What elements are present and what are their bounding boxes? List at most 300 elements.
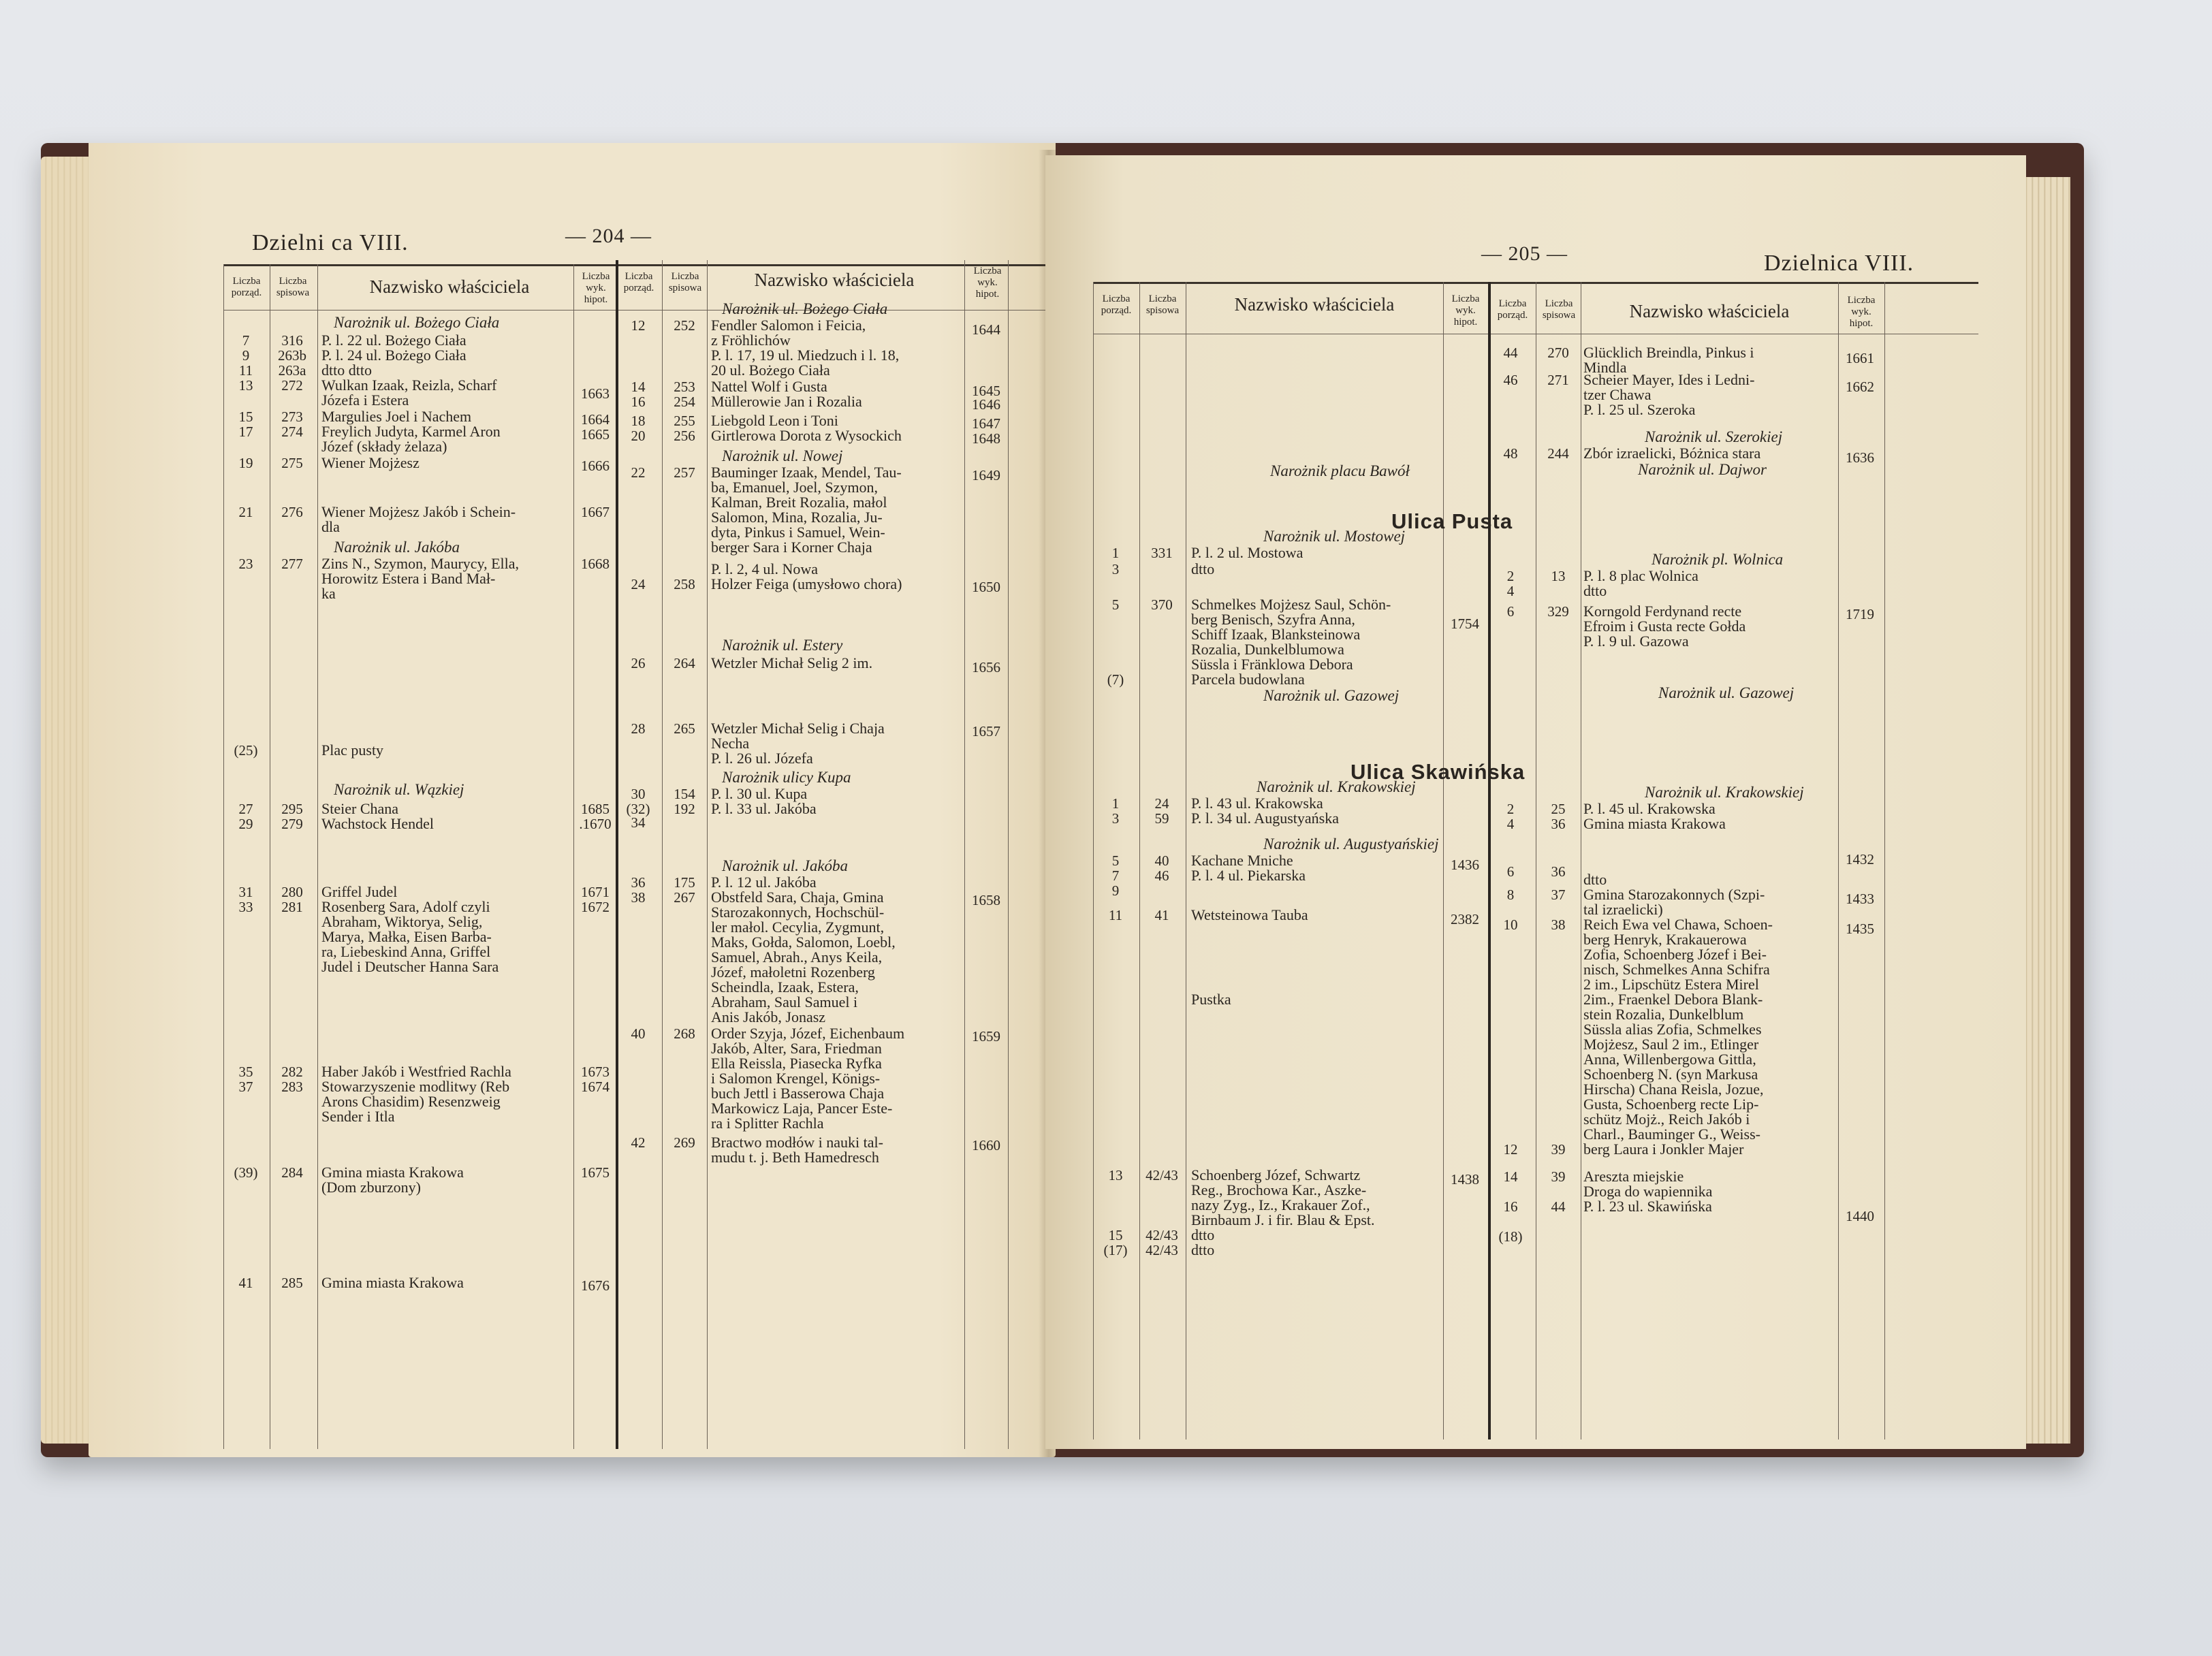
entry-number: 23	[238, 556, 253, 572]
mortgage-number: 1644	[972, 321, 1000, 338]
census-number: 44	[1551, 1198, 1566, 1215]
owner-name: Zins N., Szymon, Maurycy, Ella,	[321, 555, 520, 572]
owner-name: berger Sara i Korner Chaja	[711, 539, 872, 556]
right-vrule	[1093, 282, 1094, 1439]
owner-name: P. l. 23 ul. Skawińska	[1583, 1198, 1712, 1215]
owner-name: Süssla i Fränklowa Debora	[1191, 656, 1353, 673]
right-page	[1045, 155, 2026, 1449]
census-number: 274	[281, 424, 303, 440]
owner-name: Birnbaum J. i fir. Blau & Epst.	[1191, 1211, 1375, 1228]
entry-number: 40	[631, 1025, 646, 1042]
owner-name: Marya, Małka, Eisen Barba-	[321, 928, 492, 945]
census-number: 272	[281, 377, 303, 394]
owner-name: Bauminger Izaak, Mendel, Tau-	[711, 464, 902, 481]
entry-number: 9	[242, 347, 250, 364]
owner-name: Hirscha) Chana Reisla, Jozue,	[1583, 1081, 1764, 1098]
corner-heading: Narożnik ulicy Kupa	[722, 769, 851, 786]
mortgage-number: 1659	[972, 1028, 1000, 1045]
street-heading-pusta: Ulica Pusta	[1391, 509, 1513, 533]
left-col-hipot-head: Liczba wyk. hipot.	[582, 271, 610, 305]
owner-name: dla	[321, 518, 340, 535]
owner-name: i Salomon Krengel, Königs-	[711, 1070, 881, 1087]
entry-number: 7	[242, 332, 250, 349]
corner-heading: Narożnik ul. Krakowskiej	[1645, 784, 1804, 801]
census-number: 295	[281, 801, 303, 817]
census-number: 255	[674, 413, 695, 429]
mortgage-number: 1432	[1846, 851, 1874, 867]
right-vrule	[1838, 282, 1839, 1439]
owner-name: Necha	[711, 735, 750, 752]
corner-heading: Narożnik ul. Nowej	[722, 447, 843, 464]
mortgage-number: 1440	[1846, 1208, 1874, 1224]
owner-name: Stowarzyszenie modlitwy (Reb	[321, 1078, 510, 1095]
census-number: 36	[1551, 816, 1566, 832]
mortgage-number: 1685	[581, 801, 610, 817]
owner-name: P. l. 2, 4 ul. Nowa	[711, 560, 819, 577]
owner-name: Rozalia, Dunkelblumowa	[1191, 641, 1344, 658]
owner-name: mudu t. j. Beth Hamedresch	[711, 1149, 879, 1166]
corner-heading: Narożnik ul. Dajwor	[1638, 461, 1767, 478]
entry-number: 5	[1111, 596, 1120, 613]
owner-name: Gmina miasta Krakowa	[321, 1274, 464, 1291]
census-number: 39	[1551, 1141, 1566, 1158]
owner-name: Ella Reissla, Piasecka Ryfka	[711, 1055, 882, 1072]
entry-number: 3	[1111, 561, 1120, 577]
corner-heading: Narożnik ul. Wązkiej	[334, 781, 464, 798]
owner-name: Wachstock Hendel	[321, 815, 434, 832]
owner-name: Griffel Judel	[321, 883, 398, 900]
right-col2-spisowa-head: Liczba spisowa	[1542, 298, 1576, 321]
owner-name: Rosenberg Sara, Adolf czyli	[321, 898, 490, 915]
owner-name: dyta, Pinkus i Samuel, Wein-	[711, 524, 885, 541]
owner-name: Wetsteinowa Tauba	[1191, 906, 1308, 923]
owner-name: Zofia, Schoenberg Józef i Bei-	[1583, 946, 1767, 963]
owner-name: Efroim i Gusta recte Gołda	[1583, 618, 1746, 635]
entry-number: 41	[238, 1275, 253, 1291]
owner-name: Droga do wapiennika	[1583, 1183, 1713, 1200]
owner-name: Mindla	[1583, 359, 1627, 376]
owner-name: Korngold Ferdynand recte	[1583, 603, 1742, 620]
left-vrule	[317, 264, 318, 1449]
census-number: 244	[1547, 445, 1569, 462]
owner-name: nazy Zyg., Iz., Krakauer Zof.,	[1191, 1196, 1370, 1213]
entry-number: 37	[238, 1079, 253, 1095]
census-number: 269	[674, 1134, 695, 1151]
corner-heading: Narożnik pl. Wolnica	[1652, 551, 1784, 568]
owner-name: Wiener Mojżesz Jakób i Schein-	[321, 503, 516, 520]
mortgage-number: 1672	[581, 899, 610, 915]
mortgage-number: 1650	[972, 579, 1000, 595]
entry-number: (17)	[1103, 1242, 1128, 1258]
mortgage-number: 1674	[581, 1079, 610, 1095]
mortgage-number: 1671	[581, 884, 610, 900]
census-number: 263b	[278, 347, 306, 364]
owner-name: Girtlerowa Dorota z Wysockich	[711, 427, 902, 444]
census-number: 284	[281, 1164, 303, 1181]
owner-name: Kachane Mniche	[1191, 852, 1293, 869]
owner-name: 2im., Fraenkel Debora Blank-	[1583, 991, 1763, 1008]
entry-number: 11	[1108, 907, 1123, 923]
census-number: 256	[674, 428, 695, 444]
owner-name: Józef (składy żelaza)	[321, 438, 447, 455]
right-col2-porzad-head: Liczba porząd.	[1497, 298, 1528, 321]
left-col2-spisowa-head: Liczba spisowa	[668, 271, 702, 293]
owner-name: P. l. 26 ul. Józefa	[711, 750, 813, 767]
owner-name: Gmina Starozakonnych (Szpi-	[1583, 886, 1765, 903]
left-page	[89, 143, 1056, 1457]
left-col2-owner-head: Nazwisko właściciela	[754, 270, 915, 290]
census-number: 192	[674, 801, 695, 817]
owner-name: Abraham, Saul Samuel i	[711, 993, 858, 1010]
owner-name: Anna, Willenbergowa Gittla,	[1583, 1051, 1756, 1068]
owner-name: 20 ul. Bożego Ciała	[711, 362, 830, 379]
entry-number: 14	[631, 379, 646, 395]
owner-name: berg Henryk, Krakauerowa	[1583, 931, 1747, 948]
owner-name: Wiener Mojżesz	[321, 454, 420, 471]
owner-name: P. l. 43 ul. Krakowska	[1191, 795, 1323, 812]
owner-name: Reg., Brochowa Kar., Aszke-	[1191, 1181, 1367, 1198]
census-number: 370	[1151, 596, 1173, 613]
owner-name: dtto	[1583, 582, 1607, 599]
owner-name: Mojżesz, Saul 2 im., Etlinger	[1583, 1036, 1759, 1053]
left-vrule	[1008, 260, 1009, 1449]
left-vrule	[573, 264, 574, 1449]
census-number: 281	[281, 899, 303, 915]
owner-name: dtto	[1191, 1226, 1215, 1243]
census-number: 258	[674, 576, 695, 592]
owner-name: ra, Liebeskind Anna, Griffel	[321, 943, 491, 960]
owner-name: Jakób, Alter, Sara, Friedman	[711, 1040, 882, 1057]
right-col-owner-head: Nazwisko właściciela	[1234, 294, 1395, 315]
corner-heading: Narożnik ul. Augustyańskiej	[1263, 835, 1439, 853]
entry-number: 7	[1111, 867, 1120, 884]
entry-number: 6	[1506, 603, 1515, 620]
entry-number: 4	[1506, 816, 1515, 832]
owner-name: Józef, małoletni Rozenberg	[711, 964, 875, 981]
corner-heading: Narożnik placu Bawół	[1270, 462, 1410, 479]
owner-name: (Dom zburzony)	[321, 1179, 422, 1196]
owner-name: Freylich Judyta, Karmel Aron	[321, 423, 501, 440]
census-number: 38	[1551, 917, 1566, 933]
owner-name: Markowicz Laja, Pancer Este-	[711, 1100, 893, 1117]
census-number: 254	[674, 394, 695, 410]
owner-name: Wetzler Michał Selig i Chaja	[711, 720, 885, 737]
owner-name: ba, Emanuel, Joel, Szymon,	[711, 479, 879, 496]
owner-name: Obstfeld Sara, Chaja, Gmina	[711, 889, 884, 906]
entry-number: 10	[1503, 917, 1518, 933]
right-col-spisowa-head: Liczba spisowa	[1146, 293, 1180, 316]
corner-heading: Narożnik ul. Bożego Ciała	[722, 300, 888, 317]
owner-name: P. l. 9 ul. Gazowa	[1583, 633, 1689, 650]
census-number: 175	[674, 874, 695, 891]
owner-name: P. l. 12 ul. Jakóba	[711, 874, 817, 891]
census-number: 13	[1551, 568, 1566, 584]
mortgage-number: 2382	[1451, 911, 1479, 927]
mortgage-number: 1663	[581, 385, 610, 402]
right-running-head: Dzielnica VIII.	[1764, 251, 1914, 276]
entry-number: 38	[631, 889, 646, 906]
owner-name: dtto dtto	[321, 362, 372, 379]
census-number: 282	[281, 1064, 303, 1080]
owner-name: Haber Jakób i Westfried Rachla	[321, 1063, 511, 1080]
owner-name: Gmina miasta Krakowa	[321, 1164, 464, 1181]
owner-name: Glücklich Breindla, Pinkus i	[1583, 344, 1754, 361]
census-number: 329	[1547, 603, 1569, 620]
entry-number: (39)	[234, 1164, 258, 1181]
census-number: 271	[1547, 372, 1569, 388]
right-vrule	[1443, 282, 1444, 1439]
entry-number: 2	[1506, 568, 1515, 584]
census-number: 265	[674, 720, 695, 737]
corner-heading: Narożnik ul. Gazowej	[1263, 687, 1400, 704]
owner-name: Parcela budowlana	[1191, 671, 1305, 688]
entry-number: 44	[1503, 345, 1518, 361]
left-table-top-rule	[223, 264, 1088, 266]
owner-name: P. l. 17, 19 ul. Miedzuch i l. 18,	[711, 347, 900, 364]
census-number: 275	[281, 455, 303, 471]
corner-heading: Narożnik ul. Jakóba	[722, 857, 849, 874]
entry-number: 46	[1503, 372, 1518, 388]
entry-number: 13	[238, 377, 253, 394]
entry-number: 42	[631, 1134, 646, 1151]
corner-heading: Narożnik ul. Jakóba	[334, 539, 460, 556]
owner-name: berg Benisch, Szyfra Anna,	[1191, 611, 1355, 628]
owner-name: dtto	[1191, 1241, 1215, 1258]
mortgage-number: 1668	[581, 556, 610, 572]
right-vrule	[1884, 282, 1885, 1439]
entry-number: 13	[1108, 1167, 1123, 1183]
entry-number: 2	[1506, 801, 1515, 817]
owner-name: Schmelkes Mojżesz Saul, Schön-	[1191, 596, 1391, 613]
owner-name: Schoenberg Józef, Schwartz	[1191, 1166, 1361, 1183]
census-number: 46	[1154, 867, 1169, 884]
mortgage-number: 1666	[581, 458, 610, 474]
owner-name: Plac pusty	[321, 742, 384, 759]
census-number: 264	[674, 655, 695, 671]
mortgage-number: 1657	[972, 723, 1000, 739]
owner-name: Anis Jakób, Jonasz	[711, 1008, 826, 1025]
owner-name: Charl., Bauminger G., Weiss-	[1583, 1126, 1760, 1143]
right-col2-hipot-head: Liczba wyk. hipot.	[1847, 295, 1876, 329]
left-vrule	[662, 260, 663, 1449]
owner-name: P. l. 34 ul. Augustyańska	[1191, 810, 1339, 827]
owner-name: Schoenberg N. (syn Markusa	[1583, 1066, 1758, 1083]
mortgage-number: 1662	[1846, 379, 1874, 395]
owner-name: Holzer Feiga (umysłowo chora)	[711, 575, 902, 592]
owner-name: Scheindla, Izaak, Estera,	[711, 978, 859, 996]
corner-heading: Narożnik ul. Bożego Ciała	[334, 314, 500, 331]
census-number: 270	[1547, 345, 1569, 361]
left-vrule	[964, 260, 965, 1449]
owner-name: Reich Ewa vel Chawa, Schoen-	[1583, 916, 1773, 933]
census-number: 279	[281, 816, 303, 832]
entry-number: 21	[238, 504, 253, 520]
census-number: 267	[674, 889, 695, 906]
mortgage-number: 1438	[1451, 1171, 1479, 1188]
corner-heading: Narożnik ul. Krakowskiej	[1257, 778, 1416, 795]
entry-number: 4	[1506, 583, 1515, 599]
right-vrule	[1139, 282, 1140, 1439]
mortgage-number: .1670	[579, 816, 612, 832]
owner-name: ka	[321, 585, 336, 602]
owner-name: Gusta, Schoenberg recte Lip-	[1583, 1096, 1759, 1113]
mortgage-number: 1673	[581, 1064, 610, 1080]
entry-number: 16	[1503, 1198, 1518, 1215]
owner-name: Salomon, Mina, Rozalia, Ju-	[711, 509, 883, 526]
census-number: 42/43	[1146, 1227, 1178, 1243]
mortgage-number: 1656	[972, 659, 1000, 675]
entry-number: 3	[1111, 810, 1120, 827]
left-col-owner-head: Nazwisko właściciela	[369, 276, 530, 297]
owner-name: Order Szyja, Józef, Eichenbaum	[711, 1025, 905, 1042]
owner-name: Areszta miejskie	[1583, 1168, 1684, 1185]
owner-name: Arons Chasidim) Resenzweig	[321, 1093, 501, 1110]
census-number: 277	[281, 556, 303, 572]
entry-number: 36	[631, 874, 646, 891]
census-number: 37	[1551, 887, 1566, 903]
owner-name: Gmina miasta Krakowa	[1583, 815, 1726, 832]
census-number: 42/43	[1146, 1242, 1178, 1258]
left-vrule	[223, 264, 224, 1449]
entry-number: 1	[1111, 545, 1120, 561]
mortgage-number: 1658	[972, 892, 1000, 908]
mortgage-number: 1636	[1846, 449, 1874, 466]
census-number: 41	[1154, 907, 1169, 923]
entry-number: 14	[1503, 1168, 1518, 1185]
owner-name: P. l. 33 ul. Jakóba	[711, 800, 817, 817]
owner-name: P. l. 8 plac Wolnica	[1583, 567, 1698, 584]
entry-number: 6	[1506, 863, 1515, 880]
entry-number: 28	[631, 720, 646, 737]
owner-name: schütz Mojż., Reich Jakób i	[1583, 1111, 1750, 1128]
owner-name: Süssla alias Zofia, Schmelkes	[1583, 1021, 1762, 1038]
entry-number: 15	[1108, 1227, 1123, 1243]
owner-name: Nattel Wolf i Gusta	[711, 378, 827, 395]
mortgage-number: 1664	[581, 411, 610, 428]
right-page-number: — 205 —	[1481, 242, 1568, 265]
owner-name: dtto	[1583, 871, 1607, 888]
census-number: 42/43	[1146, 1167, 1178, 1183]
owner-name: 2 im., Lipschütz Estera Mirel	[1583, 976, 1759, 993]
street-heading-skawinska: Ulica Skawińska	[1350, 760, 1526, 784]
owner-name: P. l. 22 ul. Bożego Ciała	[321, 332, 467, 349]
census-number: 280	[281, 884, 303, 900]
entry-number: 11	[238, 362, 253, 379]
mortgage-number: 1647	[972, 415, 1000, 432]
owner-name: Wetzler Michał Selig 2 im.	[711, 654, 873, 671]
entry-number: 48	[1503, 445, 1518, 462]
left-col2-porzad-head: Liczba porząd.	[623, 271, 654, 293]
mortgage-number: 1754	[1451, 616, 1479, 632]
entry-number: 30	[631, 786, 646, 802]
entry-number: 24	[631, 576, 646, 592]
owner-name: Bractwo modłów i nauki tal-	[711, 1134, 883, 1151]
census-number: 263a	[278, 362, 306, 379]
owner-name: Zbór izraelicki, Bóżnica stara	[1583, 445, 1761, 462]
owner-name: Fendler Salomon i Feicia,	[711, 317, 866, 334]
owner-name: z Fröhlichów	[711, 332, 791, 349]
owner-name: P. l. 2 ul. Mostowa	[1191, 544, 1304, 561]
entry-number: 26	[631, 655, 646, 671]
mortgage-number: 1436	[1451, 857, 1479, 873]
entry-number: 12	[631, 317, 646, 334]
owner-name: Pustka	[1191, 991, 1231, 1008]
mortgage-number: 1646	[972, 396, 1000, 413]
census-number: 257	[674, 464, 695, 481]
owner-name: Józefa i Estera	[321, 392, 409, 409]
owner-name: Liebgold Leon i Toni	[711, 412, 838, 429]
entry-number: 5	[1111, 853, 1120, 869]
mortgage-number: 1675	[581, 1164, 610, 1181]
census-number: 59	[1154, 810, 1169, 827]
owner-name: ra i Splitter Rachla	[711, 1115, 824, 1132]
owner-name: tal izraelicki)	[1583, 901, 1663, 918]
left-running-head: Dzielni ca VIII.	[252, 230, 409, 255]
entry-number: 1	[1111, 795, 1120, 812]
owner-name: Margulies Joel i Nachem	[321, 408, 472, 425]
entry-number: 17	[238, 424, 253, 440]
census-number: 283	[281, 1079, 303, 1095]
owner-name: P. l. 25 ul. Szeroka	[1583, 401, 1696, 418]
census-number: 276	[281, 504, 303, 520]
corner-heading: Narożnik ul. Estery	[722, 637, 843, 654]
census-number: 40	[1154, 853, 1169, 869]
owner-name: berg Laura i Jonkler Majer	[1583, 1141, 1744, 1158]
entry-number: (25)	[234, 742, 258, 759]
entry-number: (7)	[1107, 671, 1124, 688]
census-number: 253	[674, 379, 695, 395]
owner-name: P. l. 4 ul. Piekarska	[1191, 867, 1306, 884]
corner-heading: Narożnik ul. Mostowej	[1263, 528, 1406, 545]
owner-name: Müllerowie Jan i Rozalia	[711, 393, 862, 410]
mortgage-number: 1667	[581, 504, 610, 520]
entry-number: 8	[1506, 887, 1515, 903]
left-col-spisowa-head: Liczba spisowa	[276, 276, 310, 298]
right-col-hipot-head: Liczba wyk. hipot.	[1451, 293, 1480, 328]
owner-name: Steier Chana	[321, 800, 399, 817]
entry-number: 18	[631, 413, 646, 429]
owner-name: buch Jettl i Basserowa Chaja	[711, 1085, 885, 1102]
mortgage-number: 1649	[972, 467, 1000, 483]
owner-name: ler małol. Cecylia, Zygmunt,	[711, 919, 885, 936]
left-col2-hipot-head: Liczba wyk. hipot.	[973, 266, 1002, 300]
owner-name: P. l. 45 ul. Krakowska	[1583, 800, 1716, 817]
mortgage-number: 1719	[1846, 606, 1874, 622]
mortgage-number: 1645	[972, 383, 1000, 399]
owner-name: stein Rozalia, Dunkelblum	[1583, 1006, 1744, 1023]
owner-name: Scheier Mayer, Ides i Ledni-	[1583, 371, 1755, 388]
entry-number: 29	[238, 816, 253, 832]
right-col2-owner-head: Nazwisko właściciela	[1629, 301, 1790, 321]
owner-name: Samuel, Abrah., Anys Keila,	[711, 949, 883, 966]
owner-name: P. l. 24 ul. Bożego Ciała	[321, 347, 467, 364]
mortgage-number: 1665	[581, 426, 610, 443]
entry-number: 33	[238, 899, 253, 915]
owner-name: tzer Chawa	[1583, 386, 1652, 403]
entry-number: 15	[238, 409, 253, 425]
owner-name: Maks, Gołda, Salomon, Loebl,	[711, 934, 896, 951]
mortgage-number: 1648	[972, 430, 1000, 447]
census-number: 154	[674, 786, 695, 802]
entry-number: (18)	[1498, 1228, 1523, 1245]
census-number: 331	[1151, 545, 1173, 561]
census-number: 273	[281, 409, 303, 425]
entry-number: 35	[238, 1064, 253, 1080]
census-number: 316	[281, 332, 303, 349]
owner-name: Starozakonnych, Hochschül-	[711, 904, 885, 921]
owner-name: nisch, Schmelkes Anna Schifra	[1583, 961, 1770, 978]
entry-number: 22	[631, 464, 646, 481]
